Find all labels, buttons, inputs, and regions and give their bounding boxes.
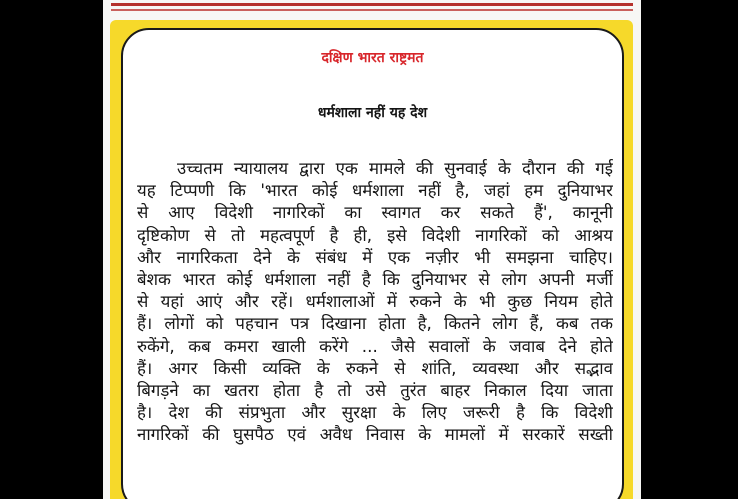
- masthead-title: दक्षिण भारत राष्ट्रमत: [321, 50, 424, 66]
- article-line: से आए विदेशी नागरिकों का स्वागत कर सकते हैं', कानूनी: [137, 202, 613, 223]
- article-frame: [110, 20, 633, 499]
- article-line: बेशक भारत कोई धर्मशाला नहीं है कि दुनियाभर से लोग अपनी मर्जी: [137, 268, 613, 289]
- article-line: यह टिप्पणी कि 'भारत कोई धर्मशाला नहीं है, जहां हम दुनियाभर: [137, 180, 613, 201]
- article-line: नागरिकों की घुसपैठ एवं अवैध निवास के मामलों में सरकारें सख्ती: [137, 424, 613, 445]
- article-line: बिगड़ने का खतरा होता है तो उसे तुरंत बाहर निकाल दिया जाता: [137, 379, 613, 400]
- article-card: [121, 28, 624, 499]
- newspaper-page: [103, 0, 641, 499]
- article-line: रुकेंगे, कब कमरा खाली करेंगे ... जैसे सवालों के जवाब देने होते: [137, 335, 613, 356]
- article-line: है। देश की संप्रभुता और सुरक्षा के लिए जरूरी है कि विदेशी: [137, 402, 613, 423]
- article-headline: धर्मशाला नहीं यह देश: [317, 105, 428, 121]
- article-line: और नागरिकता देने के संबंध में एक नज़ीर भी समझना चाहिए।: [137, 246, 613, 267]
- article-line: हैं। अगर किसी व्यक्ति के रुकने से शांति, व्यवस्था और सद्भाव: [137, 357, 613, 378]
- article-body: [137, 157, 613, 445]
- article-line: उच्चतम न्यायालय द्वारा एक मामले की सुनवाई के दौरान की गई: [177, 158, 613, 178]
- article-line: दृष्टिकोण से तो महत्वपूर्ण है ही, इसे विदेशी नागरिकों को आश्रय: [137, 224, 613, 245]
- article-line: से यहां आएं और रहें। धर्मशालाओं में रुकने के भी कुछ नियम होते: [137, 291, 613, 312]
- article-line: हैं। लोगों को पहचान पत्र दिखाना होता है, कितने लोग हैं, कब तक: [137, 313, 613, 334]
- top-rule: [111, 3, 633, 6]
- top-rule-thin: [111, 9, 633, 11]
